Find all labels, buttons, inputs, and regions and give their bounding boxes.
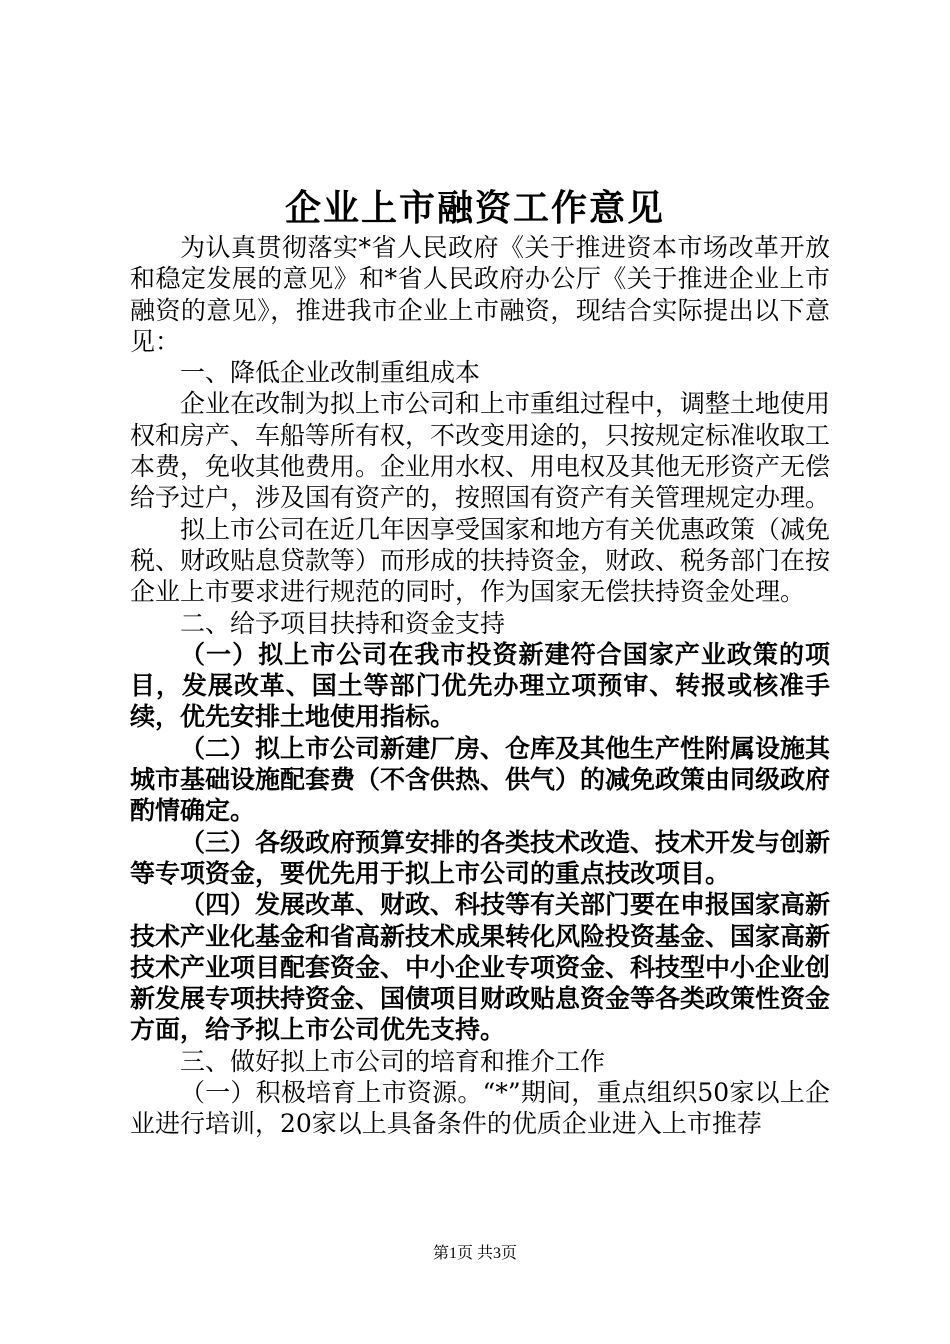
section-3-item-1: （一）积极培育上市资源。“*”期间，重点组织50家以上企业进行培训，20家以上具备条件的优质企业进入上市推荐 xyxy=(130,1078,830,1139)
section-1-paragraph-2: 拟上市公司在近几年因享受国家和地方有关优惠政策（减免税、财政贴息贷款等）而形成的扶持资金，财政、税务部门在按企业上市要求进行规范的同时，作为国家无偿扶持资金处理。 xyxy=(130,514,831,607)
document-body xyxy=(130,232,830,1140)
section-1-paragraph-1: 企业在改制为拟上市公司和上市重组过程中，调整土地使用权和房产、车船等所有权，不改变用途的，只按规定标准收取工本费，免收其他费用。企业用水权、用电权及其他无形资产无偿给予过户，涉及国有资产的，按照国有资产有关管理规定办理。 xyxy=(130,389,831,513)
section-heading-2: 二、给予项目扶持和资金支持 xyxy=(180,608,506,638)
section-2-item-2: （二）拟上市公司新建厂房、仓库及其他生产性附属设施其城市基础设施配套费（不含供热、供气）的减免政策由同级政府酌情确定。 xyxy=(130,733,831,826)
intro-paragraph: 为认真贯彻落实*省人民政府《关于推进资本市场改革开放和稳定发展的意见》和*省人民政府办公厅《关于推进企业上市融资的意见》，推进我市企业上市融资，现结合实际提出以下意见： xyxy=(130,233,830,356)
section-2-item-1: （一）拟上市公司在我市投资新建符合国家产业政策的项目，发展改革、国土等部门优先办理立项预审、转报或核准手续，优先安排土地使用指标。 xyxy=(130,639,830,732)
document-title: 企业上市融资工作意见 xyxy=(284,187,665,229)
section-heading-1: 一、降低企业改制重组成本 xyxy=(180,358,481,388)
page-footer: 第1页 共3页 xyxy=(432,1245,517,1262)
section-heading-3: 三、做好拟上市公司的培育和推介工作 xyxy=(180,1046,606,1076)
section-2-item-4: （四）发展改革、财政、科技等有关部门要在申报国家高新技术产业化基金和省高新技术成果转化风险投资基金、国家高新技术产业项目配套资金、中小企业专项资金、科技型中小企业创新发展专项扶持资金、国债项目财政贴息资金等各类政策性资金方面，给予拟上市公司优先支持。 xyxy=(130,890,831,1045)
section-2-item-3: （三）各级政府预算安排的各类技术改造、技术开发与创新等专项资金，要优先用于拟上市公司的重点技改项目。 xyxy=(130,827,831,888)
